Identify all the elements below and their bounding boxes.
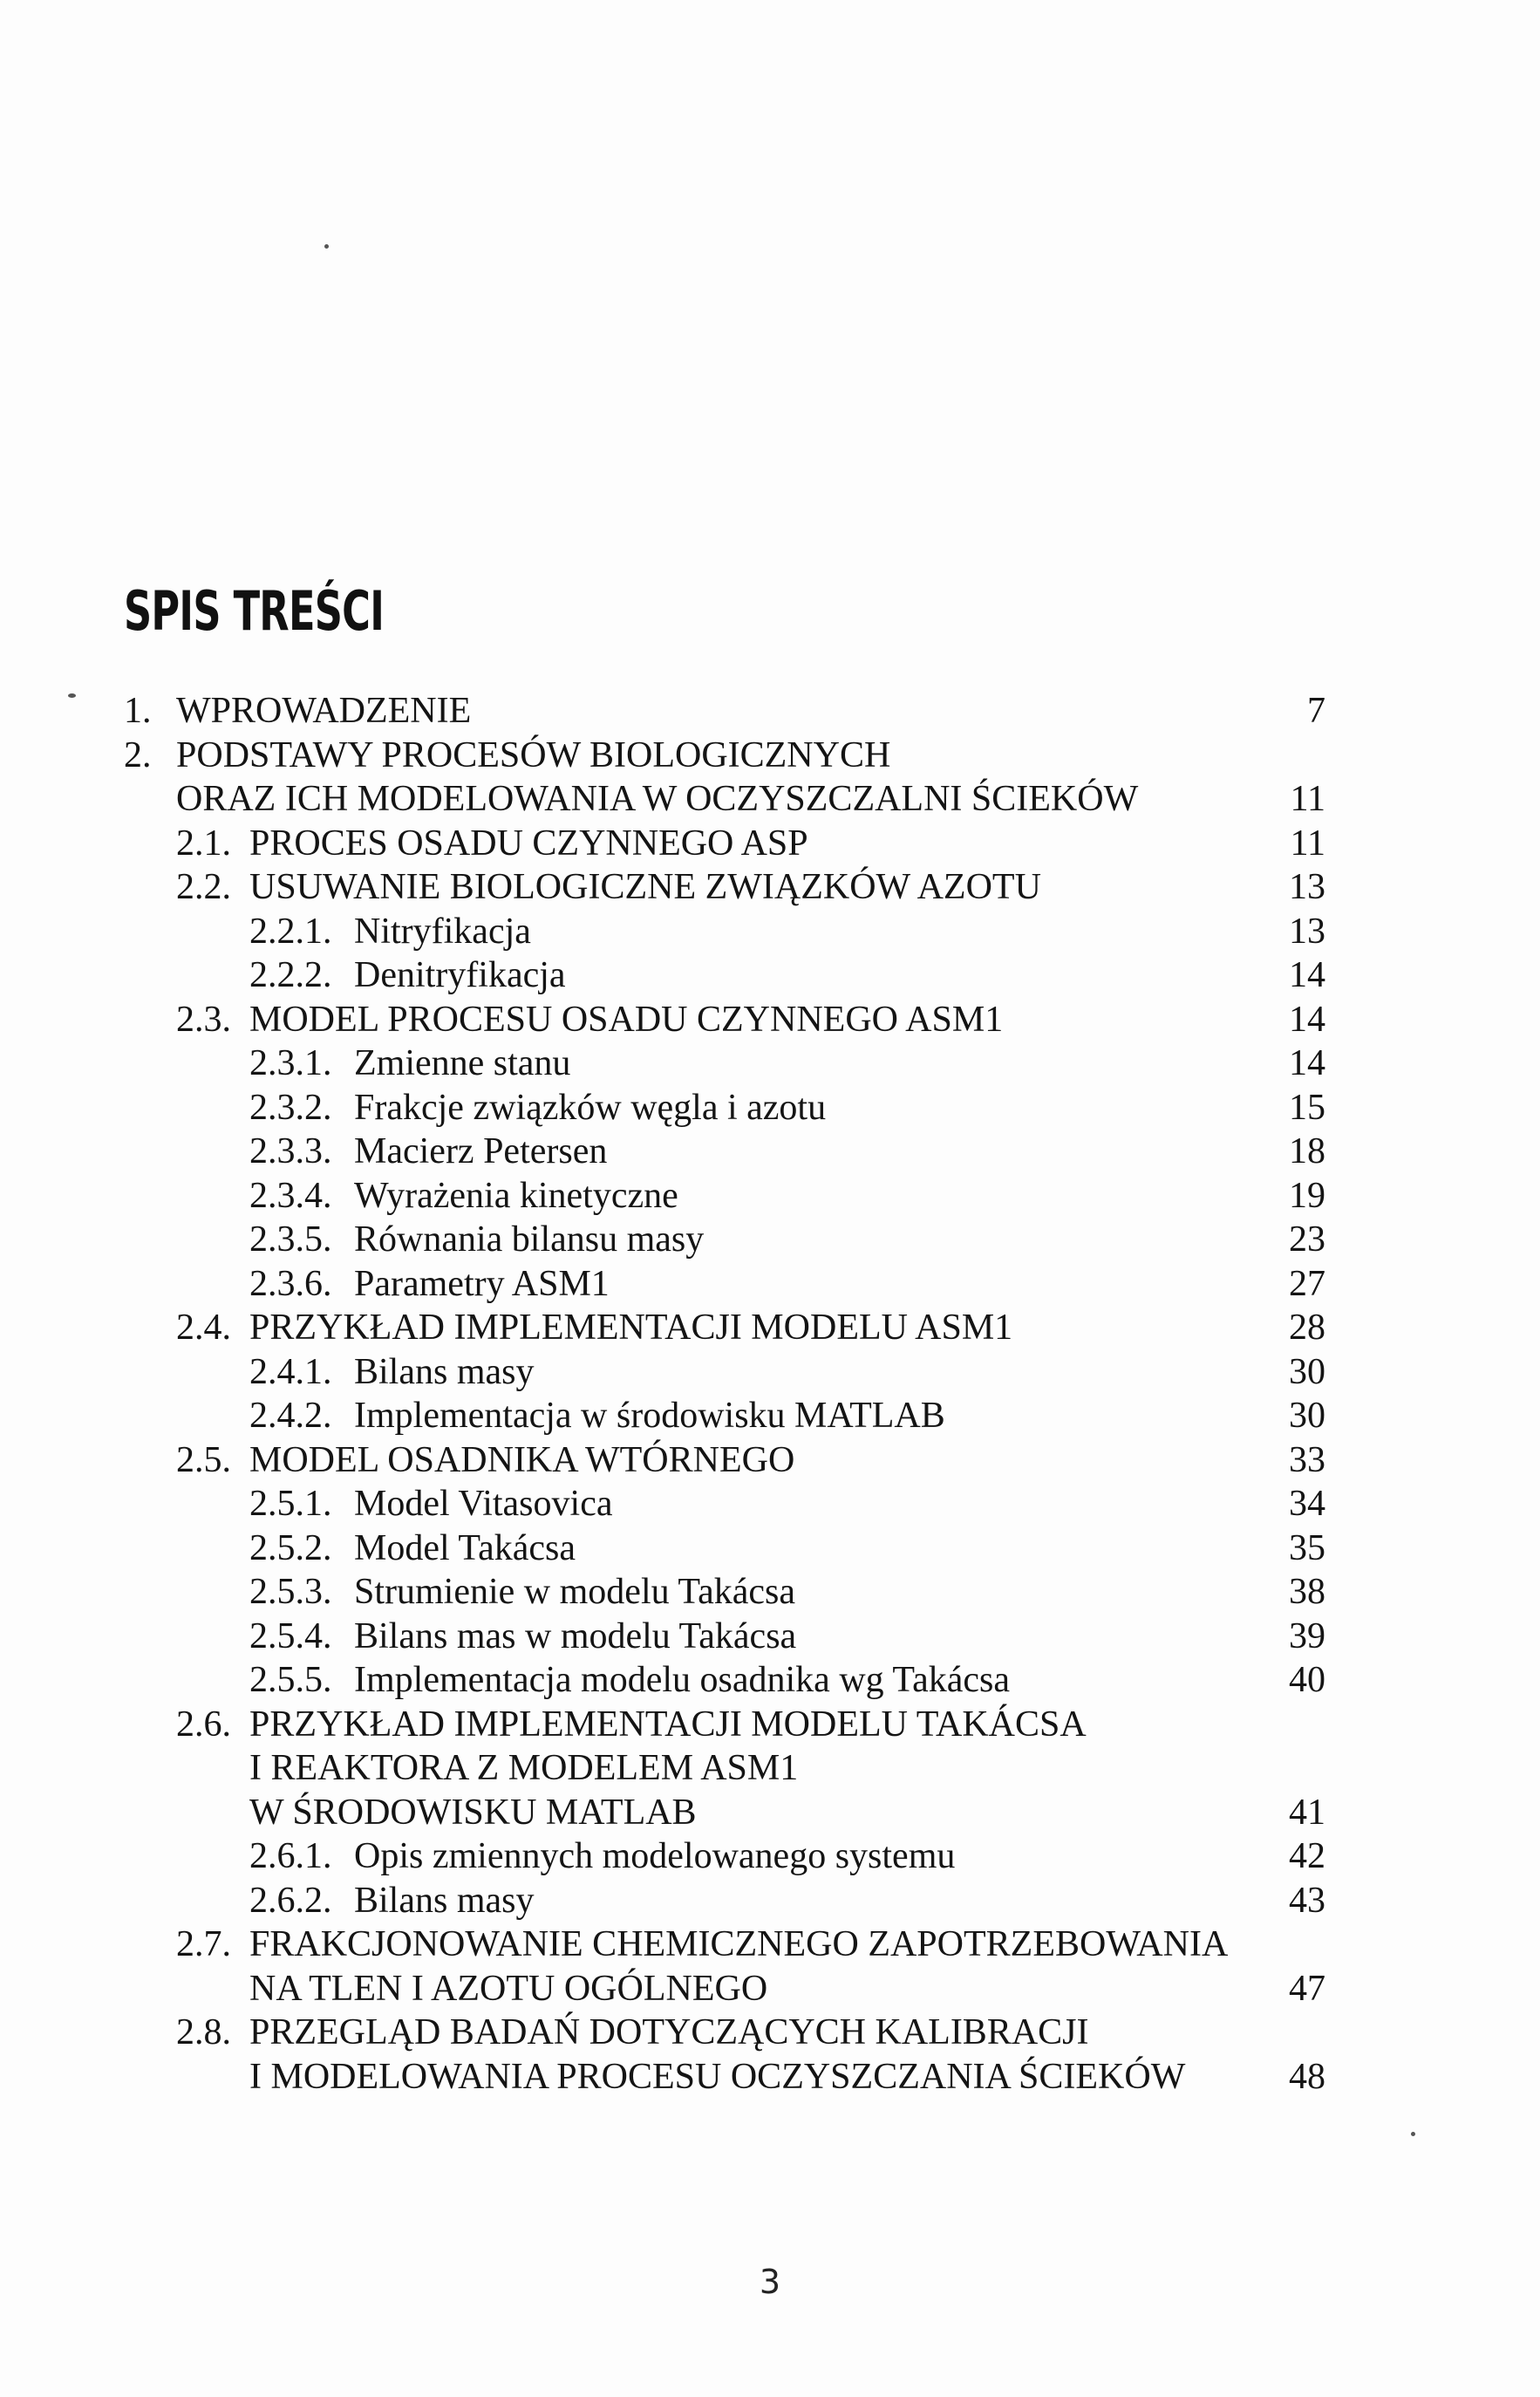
toc-entry <box>0 1041 1540 1086</box>
toc-page: 18 <box>1289 1131 1325 1171</box>
toc-page: 34 <box>1289 1484 1325 1524</box>
toc-title: FRAKCJONOWANIE CHEMICZNEGO ZAPOTRZEBOWANIA <box>249 1924 1229 1964</box>
toc-title: PRZYKŁAD IMPLEMENTACJI MODELU ASM1 <box>249 1308 1013 1348</box>
toc-number: 2.6.2. <box>249 1880 332 1921</box>
toc-title: Opis zmiennych modelowanego systemu <box>354 1836 956 1876</box>
scan-speck <box>324 244 329 249</box>
toc-number: 2.4. <box>176 1308 231 1348</box>
toc-entry <box>0 1658 1540 1703</box>
toc-entry-continuation <box>0 1791 1540 1835</box>
toc-number: 2. <box>124 734 152 775</box>
toc-title: Denitryfikacja <box>354 955 566 995</box>
toc-title: PODSTAWY PROCESÓW BIOLOGICZNYCH <box>176 734 891 775</box>
toc-number: 2.3.5. <box>249 1219 332 1260</box>
toc-title: Bilans mas w modelu Takácsa <box>354 1615 797 1656</box>
toc-entry <box>0 1086 1540 1130</box>
toc-entry <box>0 1703 1540 1747</box>
toc-number: 1. <box>124 691 152 731</box>
toc-title: MODEL OSADNIKA WTÓRNEGO <box>249 1439 795 1480</box>
toc-page: 47 <box>1289 1968 1325 2009</box>
toc-number: 2.6.1. <box>249 1836 332 1876</box>
toc-page: 13 <box>1289 867 1325 907</box>
toc-number: 2.4.1. <box>249 1351 332 1392</box>
toc-title: PROCES OSADU CZYNNEGO ASP <box>249 823 808 864</box>
toc-title: USUWANIE BIOLOGICZNE ZWIĄZKÓW AZOTU <box>249 867 1041 907</box>
toc-entry <box>0 1306 1540 1350</box>
toc-entry-continuation <box>0 1967 1540 2011</box>
toc-page: 14 <box>1289 1043 1325 1083</box>
toc-title: ORAZ ICH MODELOWANIA W OCZYSZCZALNI ŚCIEKÓW <box>176 779 1139 819</box>
toc-entry <box>0 2011 1540 2055</box>
page-title: SPIS TREŚCI <box>124 579 385 643</box>
toc-entry <box>0 1174 1540 1219</box>
toc-entry <box>0 910 1540 954</box>
toc-entry <box>0 1615 1540 1659</box>
toc-title: Nitryfikacja <box>354 911 531 952</box>
toc-number: 2.5.5. <box>249 1660 332 1700</box>
toc-entry <box>0 1526 1540 1571</box>
toc-title: Zmienne stanu <box>354 1043 571 1083</box>
toc-number: 2.3.2. <box>249 1087 332 1128</box>
toc-entry-continuation <box>0 2055 1540 2100</box>
toc-number: 2.8. <box>176 2012 231 2052</box>
toc-page: 11 <box>1290 779 1325 819</box>
toc-page: 43 <box>1289 1880 1325 1921</box>
toc-entry <box>0 1218 1540 1262</box>
toc-number: 2.3.6. <box>249 1263 332 1304</box>
toc-page: 11 <box>1290 823 1325 864</box>
toc-entry <box>0 1262 1540 1307</box>
toc-number: 2.5. <box>176 1439 231 1480</box>
toc-title: Parametry ASM1 <box>354 1263 610 1304</box>
toc-title: Strumienie w modelu Takácsa <box>354 1572 795 1612</box>
toc-number: 2.3.1. <box>249 1043 332 1083</box>
toc-title: PRZEGLĄD BADAŃ DOTYCZĄCYCH KALIBRACJI <box>249 2012 1089 2052</box>
toc-number: 2.4.2. <box>249 1396 332 1436</box>
toc-page: 41 <box>1289 1792 1325 1833</box>
toc-page: 14 <box>1289 955 1325 995</box>
toc-entry <box>0 1879 1540 1923</box>
toc-page: 33 <box>1289 1439 1325 1480</box>
toc-number: 2.2. <box>176 867 231 907</box>
toc-entry <box>0 953 1540 998</box>
toc-number: 2.5.4. <box>249 1615 332 1656</box>
toc-entry <box>0 1570 1540 1615</box>
toc-entry <box>0 1130 1540 1174</box>
toc-entry-continuation <box>0 1746 1540 1791</box>
toc-title: NA TLEN I AZOTU OGÓLNEGO <box>249 1968 768 2009</box>
toc-page: 27 <box>1289 1263 1325 1304</box>
toc-title: Wyrażenia kinetyczne <box>354 1175 678 1216</box>
toc-entry <box>0 1438 1540 1483</box>
toc-entry-continuation <box>0 777 1540 822</box>
toc-title: Frakcje związków węgla i azotu <box>354 1087 827 1128</box>
toc-page: 30 <box>1289 1351 1325 1392</box>
toc-title: I REAKTORA Z MODELEM ASM1 <box>249 1748 799 1788</box>
toc-number: 2.5.1. <box>249 1484 332 1524</box>
toc-entry <box>0 1482 1540 1526</box>
toc-number: 2.7. <box>176 1924 231 1964</box>
toc-entry <box>0 734 1540 778</box>
toc-entry <box>0 1394 1540 1438</box>
table-of-contents <box>0 689 1540 2099</box>
toc-entry <box>0 1834 1540 1879</box>
toc-page: 14 <box>1289 999 1325 1040</box>
toc-title: MODEL PROCESU OSADU CZYNNEGO ASM1 <box>249 999 1004 1040</box>
toc-entry <box>0 998 1540 1042</box>
toc-title: Bilans masy <box>354 1351 535 1392</box>
scan-speck <box>1411 2132 1415 2136</box>
toc-page: 30 <box>1289 1396 1325 1436</box>
toc-number: 2.5.2. <box>249 1527 332 1568</box>
toc-entry <box>0 689 1540 734</box>
toc-number: 2.3.4. <box>249 1175 332 1216</box>
toc-number: 2.2.2. <box>249 955 332 995</box>
toc-page: 28 <box>1289 1308 1325 1348</box>
page-number: 3 <box>759 2263 781 2301</box>
toc-title: WPROWADZENIE <box>176 691 472 731</box>
toc-title: I MODELOWANIA PROCESU OCZYSZCZANIA ŚCIEKÓW <box>249 2056 1186 2097</box>
toc-page: 42 <box>1289 1836 1325 1876</box>
toc-title: Równania bilansu masy <box>354 1219 705 1260</box>
toc-page: 48 <box>1289 2056 1325 2097</box>
toc-entry <box>0 865 1540 910</box>
toc-page: 7 <box>1307 691 1325 731</box>
toc-number: 2.3. <box>176 999 231 1040</box>
toc-page: 35 <box>1289 1527 1325 1568</box>
toc-title: Implementacja modelu osadnika wg Takácsa <box>354 1660 1011 1700</box>
toc-entry <box>0 1922 1540 1967</box>
toc-title: Bilans masy <box>354 1880 535 1921</box>
toc-page: 23 <box>1289 1219 1325 1260</box>
toc-entry <box>0 1350 1540 1395</box>
toc-title: Model Takácsa <box>354 1527 576 1568</box>
toc-number: 2.3.3. <box>249 1131 332 1171</box>
toc-number: 2.2.1. <box>249 911 332 952</box>
toc-page: 38 <box>1289 1572 1325 1612</box>
toc-title: Macierz Petersen <box>354 1131 608 1171</box>
toc-page: 13 <box>1289 911 1325 952</box>
toc-number: 2.6. <box>176 1704 231 1745</box>
toc-entry <box>0 822 1540 866</box>
toc-title: Implementacja w środowisku MATLAB <box>354 1396 945 1436</box>
toc-page: 39 <box>1289 1615 1325 1656</box>
toc-page: 40 <box>1289 1660 1325 1700</box>
toc-title: W ŚRODOWISKU MATLAB <box>249 1792 697 1833</box>
toc-page: 15 <box>1289 1087 1325 1128</box>
toc-number: 2.5.3. <box>249 1572 332 1612</box>
toc-page: 19 <box>1289 1175 1325 1216</box>
toc-number: 2.1. <box>176 823 231 864</box>
toc-title: PRZYKŁAD IMPLEMENTACJI MODELU TAKÁCSA <box>249 1704 1087 1745</box>
toc-title: Model Vitasovica <box>354 1484 613 1524</box>
